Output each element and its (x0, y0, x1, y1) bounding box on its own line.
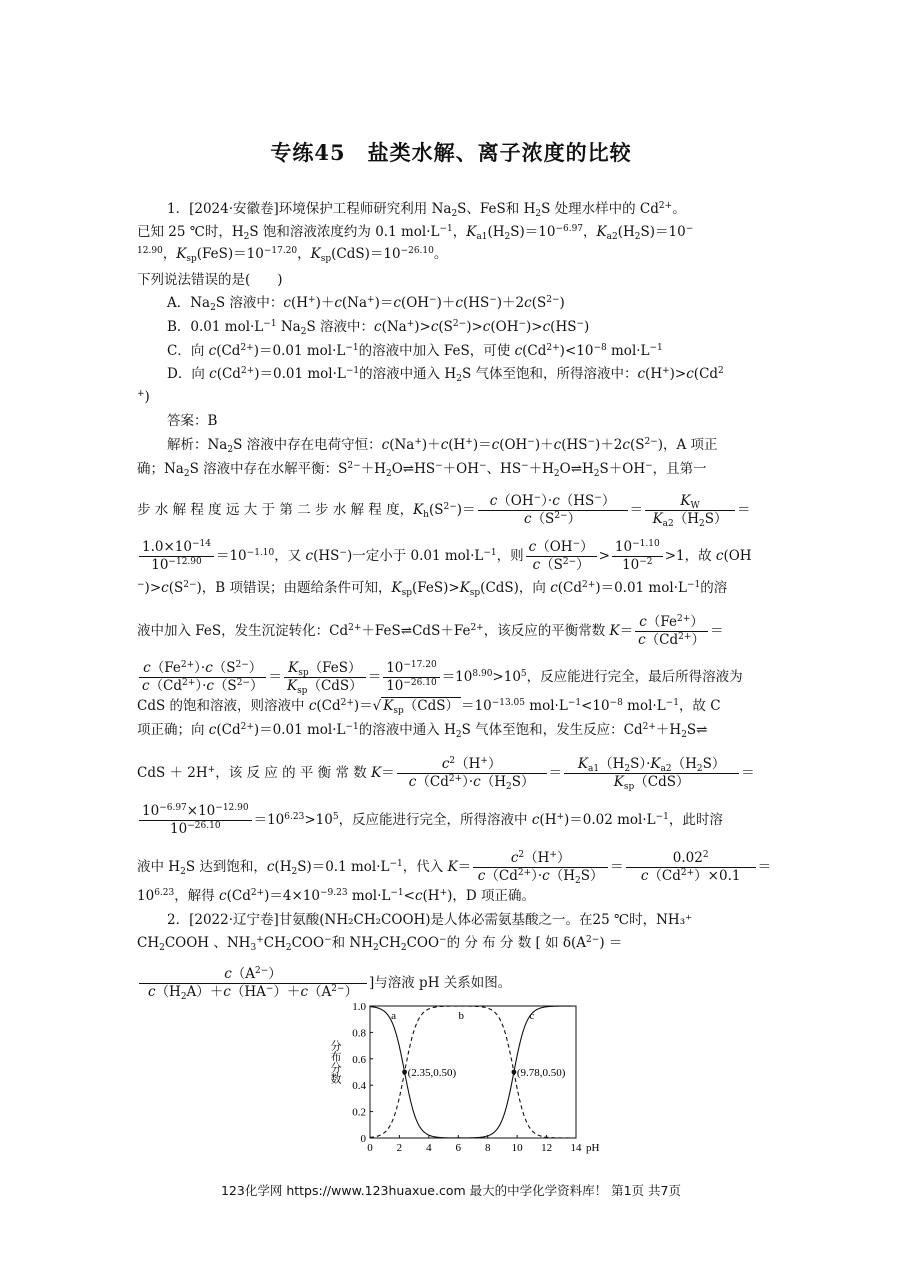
analysis-12: 液中 $H_2S$ 达到饱和，$c(H_2S)=0.1$ $mol\cdot L^{-1}$，代入 K＝ $\frac{c^2(H^+)}{c(Cd^{2+})\cdot c(H_2S)}$ ＝ $\frac{0.02^2}{c(Cd^{2+})\times 0.1}$ ＝ (137, 850, 772, 886)
y-tick-label: 0.4 (352, 1080, 366, 1093)
q2-stem-1 (167, 910, 692, 930)
point-label: (2.35,0.50) (407, 1067, 457, 1079)
series-b-label: b (458, 1010, 464, 1023)
x-tick-label: 10 (511, 1142, 523, 1154)
page-footer: 123化学网 https://www.123huaxue.com 最大的中学化学资料库！ 第1页 共7页 (220, 1183, 681, 1198)
q1-option-a[interactable]: A．$Na_2S$ 溶液中：$c(H^+)+c(Na^+)=c(OH^-)+c(HS^-)+2c(S^{2-})$ (167, 295, 565, 313)
analysis-3: 步 水 解 程 度 远 大 于 第 二 步 水 解 程 度，$K_h(S^{2-})=$ $\frac{c(OH^-)\cdot c(HS^-)}{c(S^{2-})}$ ＝ $\frac{K_W}{K_{a2}(H_2S)}$ ＝ (137, 493, 751, 529)
y-axis-label: 分布分数 (329, 1040, 341, 1084)
page-title: 专练45 盐类水解、离子浓度的比较 (270, 140, 632, 165)
series-a-label: a (391, 1010, 396, 1023)
analysis-6: 液中加入 FeS，发生沉淀转化：$Cd^{2+}+FeS\rightleftharpoons CdS+Fe^{2+}$，该反应的平衡常数 K＝ $\frac{c(Fe^{2+})}{c(Cd^{2+})}$ ＝ (137, 614, 724, 648)
series-c-label: c (529, 1010, 535, 1023)
x-tick-label: 2 (396, 1142, 403, 1154)
q1-option-d-cont: +) (137, 389, 150, 405)
point-label: (9.78,0.50) (516, 1067, 566, 1079)
analysis-8: CdS 的饱和溶液，则溶液中 $c(Cd^{2+})=√$ $K_{sp}(CdS) =10^{-13.05}$ $mol\cdot L^{-1}<10^{-8}$ $mol\cdot L^{-1}$，故 C (137, 698, 721, 716)
x-tick-label: 14 (570, 1142, 582, 1154)
q1-stem: 1．[2024·安徽卷]环境保护工程师研究利用 $Na_2S$、FeS和 $H_2S$ 处理水样中的 $Cd^{2+}$。 (167, 201, 686, 219)
x-tick-label: 6 (455, 1142, 462, 1154)
q1-option-b[interactable]: B．0.01 $mol\cdot L^{-1}$ $Na_2S$ 溶液中：$c(Na^+)>c(S^{2-})>c(OH^-)>c(HS^-)$ (167, 319, 590, 337)
q1-given-1: 已知 25 ℃时，$H_2S$ 饱和溶液浓度约为 0.1 $mol\cdot L^{-1}$，$K_{a1}(H_2S)=10^{-6.97}$，$K_{a2}(H_2S)=10^-$ (137, 224, 694, 242)
analysis-1: 解析：$Na_2S$ 溶液中存在电荷守恒：$c(Na^+)+c(H^+)=c(OH^-)+c(HS^-)+2c(S^{2-})$，A 项正 (167, 437, 718, 455)
y-tick-label: 0 (360, 1133, 366, 1145)
x-tick-label: 4 (426, 1142, 432, 1154)
x-tick-label: 0 (367, 1142, 373, 1154)
q1-given-2: $^{12.90}$，$K_{sp}(FeS)=10^{-17.20}$，$K_{sp}(CdS)=10^{-26.10}$。 (137, 246, 448, 264)
y-tick-label: 1.0 (352, 1001, 366, 1013)
equivalence-point (512, 1070, 517, 1075)
y-tick-label: 0.8 (352, 1027, 366, 1040)
x-tick-label: 12 (541, 1142, 553, 1154)
x-axis-label: pH (586, 1142, 600, 1154)
q2-stem-3: $\frac{c(A^{2-})}{c(H_2A)+c(HA^-)+c(A^{2-})}$ ]与溶液 pH 关系如图。 (137, 966, 511, 1001)
y-tick-label: 0.2 (352, 1106, 366, 1119)
q1-option-c[interactable]: C．向 $c(Cd^{2+})=0.01$ $mol\cdot L^{-1}$的溶液中加入 FeS，可使 $c(Cd^{2+})<10^{-8}$ $mol\cdot L^{-1}$ (167, 343, 663, 359)
distribution-chart (325, 998, 615, 1158)
analysis-9: 项正确；向 $c(Cd^{2+})=0.01$ $mol\cdot L^{-1}$的溶液中通入 $H_2S$ 气体至饱和，发生反应：$Cd^{2+}+H_2S\rightleftharpoons$ (137, 722, 708, 740)
analysis-10: CdS ＋ 2H+，该 反 应 的 平 衡 常 数 K＝ $\frac{c^2(H^+)}{c(Cd^{2+})\cdot c(H_2S)}$ ＝ $\frac{K_{a1}(H_2S)\cdot K_{a2}(H_2S)}{K_{sp}(CdS)}$ ＝ (137, 756, 755, 792)
q1-option-d[interactable]: D．向 $c(Cd^{2+})=0.01$ $mol\cdot L^{-1}$的溶液中通入 $H_2S$ 气体至饱和，所得溶液中：$c(H^+)>c(Cd^2$ (167, 366, 724, 384)
q2-stem-2: $CH_2COOH$ 、$NH_3^+CH_2COO^-$和 $NH_2CH_2COO^-$的 分 布 分 数 [ 如 $\delta(A^{2-})$ ＝ (137, 935, 623, 953)
x-tick-label: 8 (484, 1142, 491, 1154)
analysis-7: $\frac{c(Fe^{2+})\cdot c(S^{2-})}{c(Cd^{2+})\cdot c(S^{2-})}$ ＝ $\frac{K_{sp}(FeS)}{K_{sp}(CdS)}$ ＝ $\frac{10^{-17.20}}{10^{-26.10}}$ $=10^{8.90}>10^5$，反应能进行完全，最后所得溶液为 (137, 660, 743, 695)
q1-question: 下列说法错误的是( ) (137, 272, 283, 288)
analysis-2: 确；$Na_2S$ 溶液中存在水解平衡：$S^{2-}+H_2O\rightleftharpoons HS^-+OH^-$、$HS^-+H_2O\rightleftharpoons H_2S+OH^-$，且第一 (137, 461, 707, 479)
analysis-5: $^-)>c(S^{2-})$，B 项错误；由题给条件可知，$K_{sp}(FeS)>K_{sp}(CdS)$，向 $c(Cd^{2+})=0.01$ $mol\cdot L^{-1}$的溶 (137, 580, 728, 598)
equivalence-point (402, 1070, 407, 1075)
analysis-11: $\frac{10^{-6.97}\times 10^{-12.90}}{10^{-26.10}}$ $=10^{6.23}>10^5$，反应能进行完全，所得溶液中 c(H+)＝0.02 $mol\cdot L^{-1}$，此时溶 (137, 803, 723, 838)
q1-head: 1．[2024·安徽卷]环境保护工程师研究利用 (167, 201, 428, 217)
analysis-4: $\frac{1.0\times 10^{-14}}{10^{-12.90}}$ $=10^{-1.10}$，又 c(HS−)一定小于 0.01 $mol\cdot L^{-1}$，则 $\frac{c(OH^-)}{c(S^{2-})}$ > $\frac{10^{-1.10}}{10^{-2}}$ >1，故 c(OH (137, 539, 752, 574)
q2-head: 2．[2022·辽宁卷]甘氨酸(NH₂CH₂COOH)是人体必需氨基酸之一。在25 ℃时，NH₃⁺ (167, 912, 693, 928)
y-tick-label: 0.6 (352, 1053, 366, 1066)
q1-answer: 答案：B (167, 413, 218, 429)
analysis-13: $10^{6.23}$，解得 $c(Cd^{2+})=4\times 10^{-9.23}$ $mol\cdot L^{-1}<c(H^+)$，D 项正确。 (137, 888, 536, 904)
